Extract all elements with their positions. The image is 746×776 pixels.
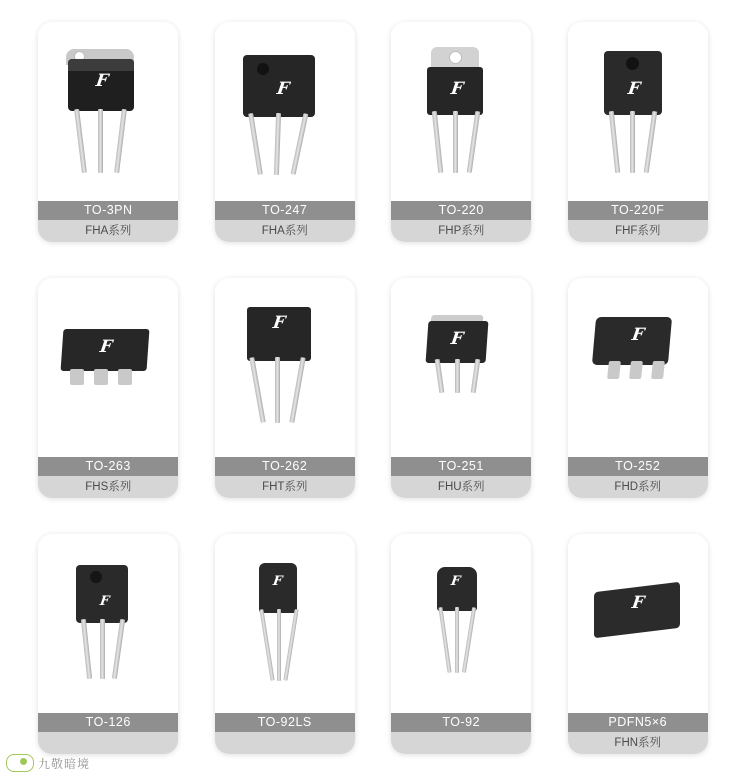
package-card[interactable] xyxy=(391,278,531,498)
package-illustration xyxy=(38,22,178,201)
grid-cell xyxy=(373,264,550,520)
card-labels xyxy=(568,201,708,242)
package-card[interactable] xyxy=(38,22,178,242)
to3pn-drawing: F xyxy=(48,37,168,187)
to92ls-drawing: F xyxy=(225,549,345,699)
grid-cell xyxy=(550,8,727,264)
package-name: TO‑126 xyxy=(38,713,178,732)
card-labels xyxy=(391,201,531,242)
card-labels xyxy=(215,201,355,242)
package-illustration xyxy=(568,278,708,457)
watermark xyxy=(6,754,90,772)
pdfn-drawing: F xyxy=(578,549,698,699)
series-name: FHS系列 xyxy=(38,476,178,498)
to251-drawing: F xyxy=(401,293,521,443)
package-illustration xyxy=(215,534,355,713)
grid-cell xyxy=(20,264,197,520)
package-illustration xyxy=(38,278,178,457)
watermark-logo-icon xyxy=(6,754,34,772)
series-name: FHD系列 xyxy=(568,476,708,498)
to263-drawing: F xyxy=(48,293,168,443)
grid-cell xyxy=(20,8,197,264)
to92-drawing: F xyxy=(401,549,521,699)
watermark-text: 九敬暗境 xyxy=(38,756,91,771)
package-illustration xyxy=(568,22,708,201)
series-name xyxy=(391,732,531,754)
package-card[interactable] xyxy=(568,278,708,498)
grid-cell xyxy=(20,520,197,776)
series-name xyxy=(38,732,178,754)
to247-drawing: F xyxy=(225,37,345,187)
package-card[interactable] xyxy=(391,534,531,754)
package-name: TO‑252 xyxy=(568,457,708,476)
grid-cell xyxy=(197,264,374,520)
package-illustration xyxy=(38,534,178,713)
grid-cell xyxy=(197,8,374,264)
grid-cell xyxy=(550,264,727,520)
package-card[interactable] xyxy=(215,22,355,242)
package-name: TO‑92LS xyxy=(215,713,355,732)
series-name: FHA系列 xyxy=(215,220,355,242)
package-name: TO‑247 xyxy=(215,201,355,220)
package-illustration xyxy=(215,22,355,201)
series-name: FHU系列 xyxy=(391,476,531,498)
package-illustration xyxy=(215,278,355,457)
to220f-drawing: F xyxy=(578,37,698,187)
grid-cell xyxy=(197,520,374,776)
package-card[interactable] xyxy=(38,278,178,498)
card-labels xyxy=(568,713,708,754)
package-name: PDFN5×6 xyxy=(568,713,708,732)
package-card[interactable] xyxy=(568,22,708,242)
package-illustration xyxy=(568,534,708,713)
package-card[interactable] xyxy=(215,534,355,754)
package-name: TO‑220F xyxy=(568,201,708,220)
package-card[interactable] xyxy=(38,534,178,754)
package-illustration xyxy=(391,534,531,713)
card-labels xyxy=(215,457,355,498)
series-name xyxy=(215,732,355,754)
card-labels xyxy=(38,457,178,498)
card-labels xyxy=(391,457,531,498)
package-card[interactable] xyxy=(391,22,531,242)
package-name: TO‑220 xyxy=(391,201,531,220)
to262-drawing: F xyxy=(225,293,345,443)
card-labels xyxy=(215,713,355,754)
package-card[interactable] xyxy=(568,534,708,754)
series-name: FHP系列 xyxy=(391,220,531,242)
package-name: TO‑262 xyxy=(215,457,355,476)
series-name: FHN系列 xyxy=(568,732,708,754)
grid-cell xyxy=(373,520,550,776)
package-name: TO‑3PN xyxy=(38,201,178,220)
grid-cell xyxy=(373,8,550,264)
card-labels xyxy=(38,713,178,754)
to126-drawing: F xyxy=(48,549,168,699)
package-illustration xyxy=(391,278,531,457)
series-name: FHT系列 xyxy=(215,476,355,498)
card-labels xyxy=(38,201,178,242)
package-name: TO‑92 xyxy=(391,713,531,732)
grid-cell xyxy=(550,520,727,776)
card-labels xyxy=(568,457,708,498)
package-name: TO‑263 xyxy=(38,457,178,476)
to252-drawing: F xyxy=(578,293,698,443)
package-illustration xyxy=(391,22,531,201)
card-labels xyxy=(391,713,531,754)
series-name: FHA系列 xyxy=(38,220,178,242)
package-card[interactable] xyxy=(215,278,355,498)
to220-drawing: F xyxy=(401,37,521,187)
series-name: FHF系列 xyxy=(568,220,708,242)
package-name: TO‑251 xyxy=(391,457,531,476)
